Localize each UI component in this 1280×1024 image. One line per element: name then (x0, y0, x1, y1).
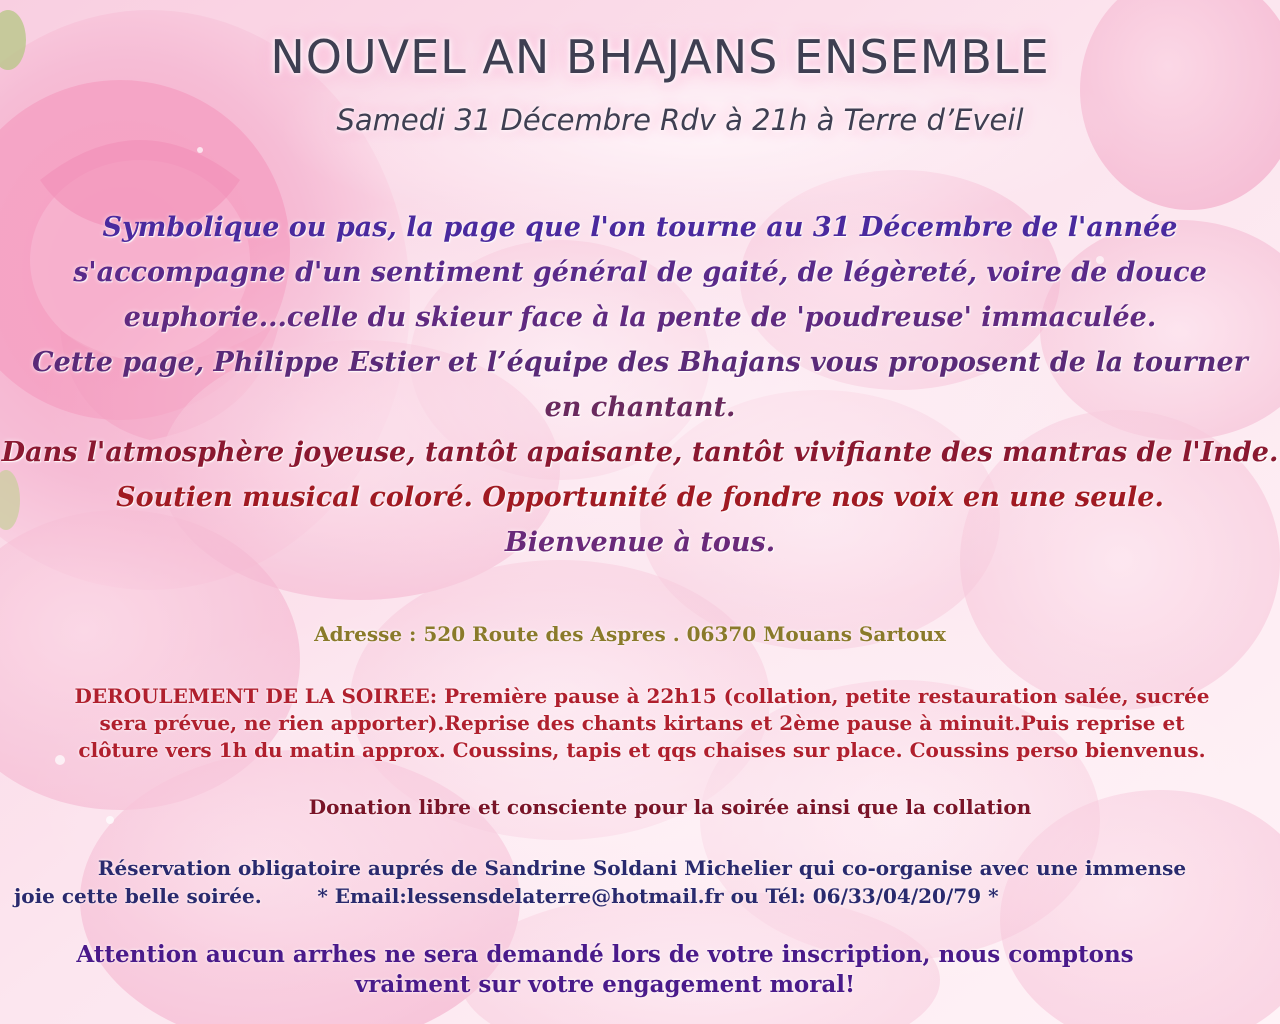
schedule-line: clôture vers 1h du matin approx. Coussins, tapis et qqs chaises sur place. Coussins perso bienvenus. (78, 738, 1206, 762)
address-text: Adresse : 520 Route des Aspres . 06370 Mouans Sartoux (314, 622, 946, 646)
intro-line: en chantant. (544, 392, 736, 423)
reservation-contact-line: joie cette belle soirée. * Email:lessensdelaterre@hotmail.fr ou Tél: 06/33/04/20/79 * (14, 884, 999, 908)
event-date-subtitle: Samedi 31 Décembre Rdv à 21h à Terre d’Eveil (336, 103, 1024, 137)
donation-text: Donation libre et consciente pour la soirée ainsi que la collation (308, 795, 1032, 819)
reservation-text (14, 854, 1270, 910)
reservation-line: Réservation obligatoire auprés de Sandrine Soldani Michelier qui co-organise avec une immense (97, 856, 1187, 880)
page-title: NOUVEL AN BHAJANS ENSEMBLE (270, 30, 1050, 84)
schedule-text (14, 683, 1270, 764)
intro-line: Dans l'atmosphère joyeuse, tantôt apaisante, tantôt vivifiante des mantras de l'Inde. (1, 437, 1279, 468)
intro-line: euphorie...celle du skieur face à la pente de 'poudreuse' immaculée. (123, 302, 1157, 333)
schedule-line: sera prévue, ne rien apporter).Reprise des chants kirtans et 2ème pause à minuit.Puis reprise et (99, 711, 1185, 735)
attention-line: Attention aucun arrhes ne sera demandé lors de votre inscription, nous comptons (76, 941, 1134, 968)
intro-text (0, 205, 1280, 565)
intro-line: Bienvenue à tous. (504, 527, 776, 558)
attention-line: vraiment sur votre engagement moral! (354, 971, 856, 998)
intro-line: Cette page, Philippe Estier et l’équipe des Bhajans vous proposent de la tourner (32, 347, 1248, 378)
intro-line: s'accompagne d'un sentiment général de gaité, de légèreté, voire de douce (73, 257, 1207, 288)
intro-line: Symbolique ou pas, la page que l'on tourne au 31 Décembre de l'année (102, 212, 1178, 243)
attention-text (0, 940, 1210, 1000)
intro-line: Soutien musical coloré. Opportunité de fondre nos voix en une seule. (116, 482, 1164, 513)
schedule-line: DEROULEMENT DE LA SOIREE: Première pause à 22h15 (collation, petite restauration salée, sucrée (74, 684, 1210, 708)
